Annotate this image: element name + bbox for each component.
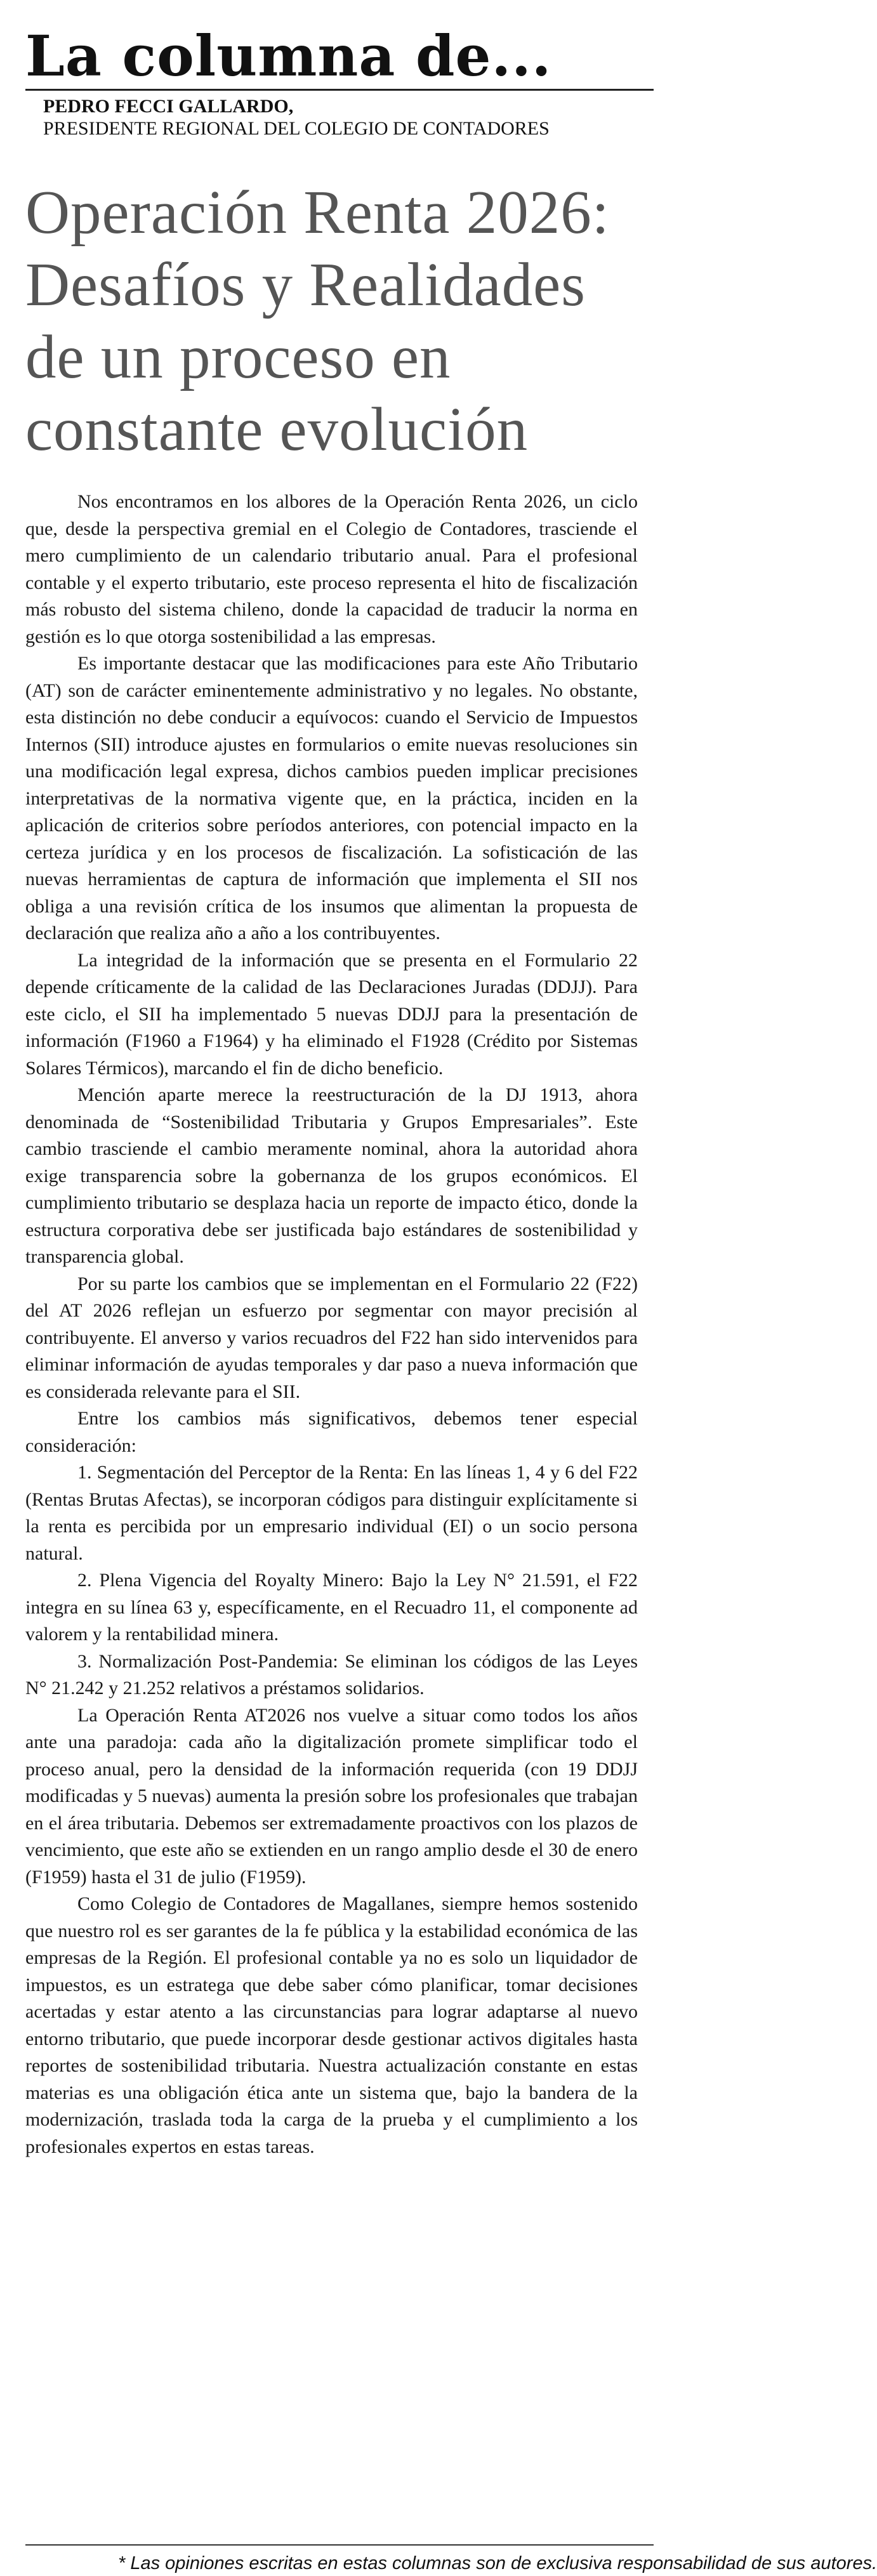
article-paragraph: Mención aparte merece la reestructuración de la DJ 1913, ahora denominada de “Sostenibilidad Tributaria y Grupos Empresariales”. Este cambio trasciende el cambio meramente nominal, ahora la autoridad ahora exige transparencia sobre la gobernanza de los grupos económicos. El cumplimiento tributario se desplaza hacia un reporte de impacto ético, donde la estructura corporativa debe ser justificada bajo estándares de sostenibilidad y transparencia global. bbox=[25, 1084, 638, 1267]
byline bbox=[43, 95, 646, 140]
opinion-disclaimer: * Las opiniones escritas en estas columnas son de exclusiva responsabilidad de sus autores. bbox=[118, 2553, 877, 2573]
article-paragraph: Por su parte los cambios que se implementan en el Formulario 22 (F22) del AT 2026 reflejan un esfuerzo por segmentar con mayor precisión al contribuyente. El anverso y varios recuadros del F22 han sido intervenidos para eliminar información de ayudas temporales y dar paso a nueva información que es considerada relevante para el SII. bbox=[25, 1273, 638, 1402]
article-paragraph: La integridad de la información que se presenta en el Formulario 22 depende críticamente de la calidad de las Declaraciones Juradas (DDJJ). Para este ciclo, el SII ha implementado 5 nuevas DDJJ para la presentación de información (F1960 a F1964) y ha eliminado el F1928 (Crédito por Sistemas Solares Térmicos), marcando el fin de dicho beneficio. bbox=[25, 949, 638, 1079]
article-list-item: 1. Segmentación del Perceptor de la Renta: En las líneas 1, 4 y 6 del F22 (Rentas Brutas Afectas), se incorporan códigos para distinguir explícitamente si la renta es percibida por un empresario individual (EI) o un socio persona natural. bbox=[25, 1462, 638, 1564]
title-divider bbox=[25, 89, 654, 91]
footer-divider bbox=[25, 2544, 654, 2546]
article-paragraph: Nos encontramos en los albores de la Operación Renta 2026, un ciclo que, desde la perspectiva gremial en el Colegio de Contadores, trasciende el mero cumplimiento de un calendario tributario anual. Para el profesional contable y el experto tributario, este proceso representa el hito de fiscalización más robusto del sistema chileno, donde la capacidad de traducir la norma en gestión es lo que otorga sostenibilidad a las empresas. bbox=[25, 491, 638, 647]
article-list-item: 3. Normalización Post-Pandemia: Se eliminan los códigos de las Leyes N° 21.242 y 21.252 relativos a préstamos solidarios. bbox=[25, 1650, 638, 1699]
article-list-item: 2. Plena Vigencia del Royalty Minero: Bajo la Ley N° 21.591, el F22 integra en su línea 63 y, específicamente, en el Recuadro 11, el componente ad valorem y la rentabilidad minera. bbox=[25, 1570, 638, 1645]
author-position: PRESIDENTE REGIONAL DEL COLEGIO DE CONTADORES bbox=[43, 118, 550, 139]
headline: Operación Renta 2026: Desafíos y Realidades de un proceso en constante evolución bbox=[25, 178, 610, 463]
column-title: La columna de... bbox=[25, 23, 552, 89]
author-name: PEDRO FECCI GALLARDO, bbox=[43, 96, 294, 117]
article-paragraph: Entre los cambios más significativos, debemos tener especial consideración: bbox=[25, 1408, 638, 1456]
article-paragraph: Como Colegio de Contadores de Magallanes, siempre hemos sostenido que nuestro rol es ser garantes de la fe pública y la estabilidad económica de las empresas de la Región. El profesional contable ya no es solo un liquidador de impuestos, es un estratega que debe saber cómo planificar, tomar decisiones acertadas y estar atento a las circunstancias para lograr adaptarse al nuevo entorno tributario, que puede incorporar desde gestionar activos digitales hasta reportes de sostenibilidad tributaria. Nuestra actualización constante en estas materias es una obligación ética ante un sistema que, bajo la bandera de la modernización, traslada toda la carga de la prueba y el cumplimiento a los profesionales expertos en estas tareas. bbox=[25, 1893, 638, 2157]
article-paragraph: Es importante destacar que las modificaciones para este Año Tributario (AT) son de carácter eminentemente administrativo y no legales. No obstante, esta distinción no debe conducir a equívocos: cuando el Servicio de Impuestos Internos (SII) introduce ajustes en formularios o emite nuevas resoluciones sin una modificación legal expresa, dichos cambios pueden implicar precisiones interpretativas de la normativa vigente que, en la práctica, inciden en la aplicación de criterios sobre períodos anteriores, con potencial impacto en la certeza jurídica y en los procesos de fiscalización. La sofisticación de las nuevas herramientas de captura de información que implementa el SII nos obliga a una revisión crítica de los insumos que alimentan la propuesta de declaración que realiza año a año a los contribuyentes. bbox=[25, 653, 638, 943]
article-body bbox=[25, 489, 638, 2160]
article-paragraph: La Operación Renta AT2026 nos vuelve a situar como todos los años ante una paradoja: cada año la digitalización promete simplificar todo el proceso anual, pero la densidad de la información requerida (con 19 DDJJ modificadas y 5 nuevas) aumenta la presión sobre los profesionales que trabajan en el área tributaria. Debemos ser extremadamente proactivos con los plazos de vencimiento, que este año se extienden en un rango amplio desde el 30 de enero (F1959) hasta el 31 de julio (F1959). bbox=[25, 1704, 638, 1888]
